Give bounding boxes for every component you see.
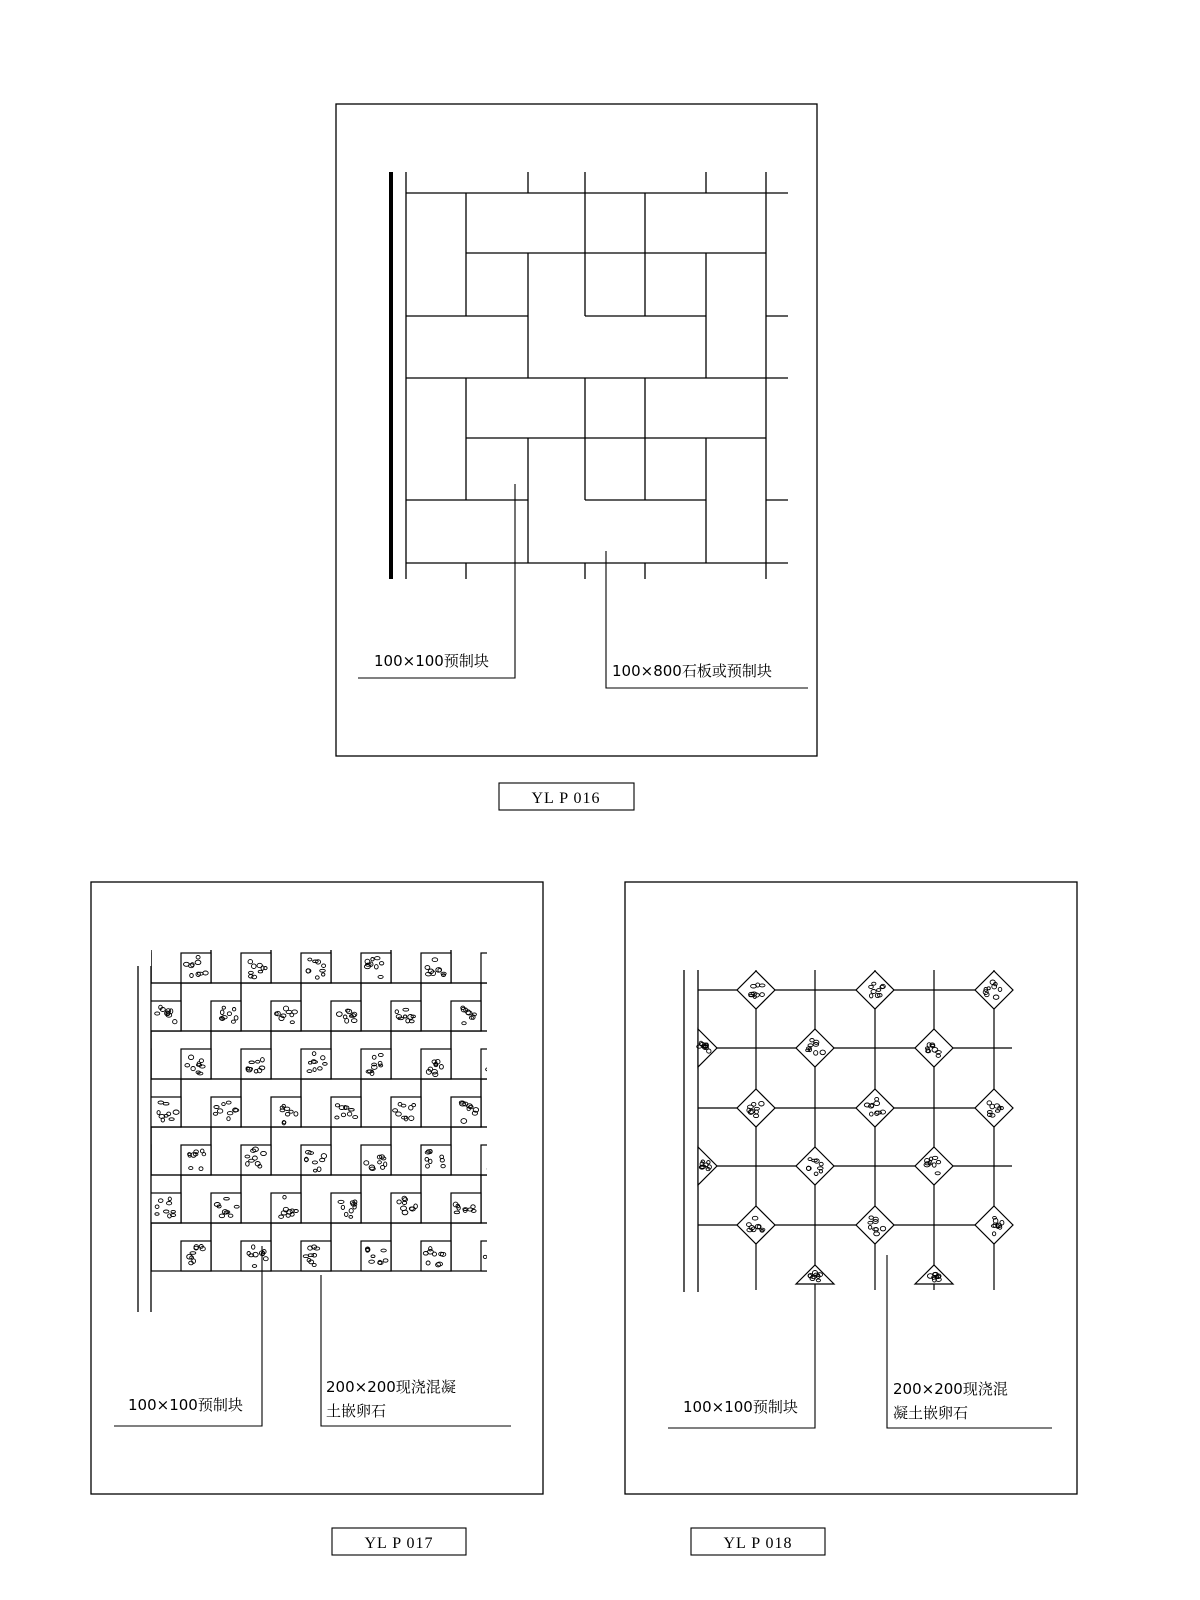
pebble-concrete-square bbox=[511, 1097, 541, 1127]
pebble-mark bbox=[112, 1017, 116, 1021]
pebble-mark bbox=[145, 1160, 149, 1164]
pebble-mark bbox=[104, 1025, 107, 1029]
pebble-mark bbox=[532, 1205, 537, 1209]
pebble-mark bbox=[520, 1202, 524, 1206]
pebble-mark bbox=[64, 1256, 68, 1259]
pebble-mark bbox=[503, 1255, 509, 1259]
pebble-mark bbox=[500, 1054, 505, 1058]
pebble-mark bbox=[126, 1249, 132, 1252]
pebble-concrete-square bbox=[391, 1001, 421, 1031]
pebble-mark bbox=[492, 1067, 495, 1071]
panel-017-code: YL P 017 bbox=[364, 1535, 434, 1552]
pebble-mark bbox=[98, 1210, 103, 1214]
pebble-mark bbox=[138, 1070, 143, 1075]
pebble-concrete-square bbox=[121, 1241, 151, 1271]
pebble-mark bbox=[79, 1248, 84, 1251]
grid-lines bbox=[698, 970, 1012, 1290]
pebble-mark bbox=[105, 1014, 109, 1018]
pebble-diamond bbox=[737, 1089, 775, 1127]
pebble-mark bbox=[135, 1247, 140, 1250]
pebble-mark bbox=[497, 1072, 501, 1076]
pebble-mark bbox=[72, 1153, 75, 1158]
pebble-mark bbox=[100, 1119, 105, 1123]
pebble-concrete-square bbox=[91, 1001, 121, 1031]
pebble-mark bbox=[488, 969, 491, 973]
pebble-mark bbox=[517, 1214, 522, 1217]
panel-016-paving bbox=[406, 172, 788, 579]
pebble-mark bbox=[489, 957, 493, 960]
pebble-mark bbox=[95, 1109, 101, 1112]
pebble-mark bbox=[520, 1008, 523, 1012]
pebble-mark bbox=[127, 971, 132, 975]
pebble-mark bbox=[530, 1203, 536, 1206]
pebble-mark bbox=[75, 1261, 80, 1264]
pebble-mark bbox=[500, 1160, 505, 1163]
pebble-concrete-square bbox=[91, 1193, 121, 1223]
pebble-mark bbox=[71, 1148, 76, 1152]
pebble-mark bbox=[68, 962, 72, 966]
pebble-mark bbox=[144, 1251, 149, 1255]
precast-block bbox=[541, 983, 601, 1031]
panel-018-code: YL P 018 bbox=[723, 1535, 793, 1552]
pebble-mark bbox=[78, 972, 84, 975]
pebble-mark bbox=[527, 1016, 530, 1020]
panel-018-label-concrete-line2: 凝土嵌卵石 bbox=[893, 1404, 969, 1422]
pebble-mark bbox=[498, 1252, 504, 1256]
pebble-mark bbox=[128, 1064, 133, 1067]
precast-block bbox=[511, 1127, 571, 1175]
pebble-mark bbox=[531, 1118, 537, 1121]
precast-block bbox=[541, 1079, 601, 1127]
pebble-mark bbox=[79, 1152, 83, 1155]
pebble-concrete-square bbox=[451, 1001, 481, 1031]
pebble-mark bbox=[70, 1064, 75, 1067]
panel-017-code-box bbox=[332, 1528, 466, 1555]
pebble-mark bbox=[131, 1264, 136, 1267]
pebble-mark bbox=[101, 1212, 105, 1216]
pebble-mark bbox=[74, 968, 80, 973]
pebble-concrete-square bbox=[61, 953, 91, 983]
pebble-mark bbox=[531, 1018, 535, 1022]
pebble-mark bbox=[526, 1014, 531, 1019]
pebble-mark bbox=[84, 1058, 88, 1061]
pebble-mark bbox=[494, 972, 500, 975]
pebble-concrete-square bbox=[91, 1097, 121, 1127]
pebble-mark bbox=[74, 1153, 79, 1156]
pebble-mark bbox=[128, 970, 134, 974]
pebble-mark bbox=[72, 962, 77, 966]
pebble-mark bbox=[109, 1015, 112, 1019]
pebble-concrete-square bbox=[241, 1049, 271, 1079]
pebble-concrete-square bbox=[511, 1001, 541, 1031]
pebble-mark bbox=[105, 1006, 109, 1009]
pebble-concrete-square bbox=[241, 1241, 271, 1271]
pebble-mark bbox=[495, 977, 501, 981]
pebble-mark bbox=[96, 1114, 100, 1118]
pebble-mark bbox=[77, 1157, 83, 1160]
pebble-mark bbox=[491, 1053, 496, 1056]
pebble-mark bbox=[127, 1257, 130, 1261]
pebble-mark bbox=[102, 1197, 107, 1200]
pebble-diamond bbox=[856, 1089, 894, 1127]
pebble-mark bbox=[75, 1052, 79, 1056]
pebble-mark bbox=[79, 976, 83, 979]
precast-block bbox=[91, 1127, 151, 1175]
precast-block bbox=[481, 983, 541, 1031]
precast-block bbox=[481, 1079, 541, 1127]
pebble-mark bbox=[520, 1210, 525, 1213]
pebble-mark bbox=[522, 1012, 525, 1015]
pebble-mark bbox=[522, 1102, 527, 1107]
pebble-mark bbox=[142, 1159, 146, 1163]
pebble-concrete-square bbox=[481, 1049, 511, 1079]
pebble-mark bbox=[70, 1168, 76, 1171]
panel-016 bbox=[336, 104, 817, 756]
pebble-mark bbox=[126, 1153, 131, 1156]
pebble-concrete-square bbox=[61, 1049, 91, 1079]
pebble-mark bbox=[140, 960, 145, 965]
pebble-mark bbox=[104, 1208, 108, 1211]
pebble-concrete-square bbox=[121, 1145, 151, 1175]
pebble-mark bbox=[492, 1263, 497, 1266]
pebble-mark bbox=[74, 1053, 78, 1057]
pebble-mark bbox=[129, 1064, 135, 1069]
pebble-mark bbox=[67, 968, 70, 973]
pebble-mark bbox=[70, 1053, 74, 1056]
pebble-mark bbox=[131, 1256, 134, 1261]
pebble-mark bbox=[500, 1256, 504, 1260]
pebble-mark bbox=[519, 1213, 524, 1217]
pebble-mark bbox=[106, 1009, 111, 1014]
pebble-mark bbox=[66, 1069, 71, 1072]
pebble-mark bbox=[503, 970, 508, 975]
pebble-concrete-square bbox=[361, 1145, 391, 1175]
pebble-diamond bbox=[796, 1029, 834, 1067]
pebble-concrete-square bbox=[61, 1241, 91, 1271]
pebble-mark bbox=[103, 1016, 109, 1019]
pebble-mark bbox=[109, 1014, 115, 1019]
panel-017-label-concrete-line2: 土嵌卵石 bbox=[326, 1402, 387, 1420]
pebble-mark bbox=[126, 965, 132, 969]
pebble-mark bbox=[126, 1061, 129, 1065]
pebble-mark bbox=[67, 1259, 71, 1263]
pebble-mark bbox=[95, 1201, 99, 1205]
precast-block bbox=[91, 1031, 151, 1079]
pebble-mark bbox=[72, 964, 77, 967]
pebble-concrete-square bbox=[61, 1145, 91, 1175]
pebble-mark bbox=[125, 969, 129, 973]
pebble-mark bbox=[517, 1119, 523, 1122]
pebble-mark bbox=[71, 1165, 76, 1168]
panel-016-code-box bbox=[499, 783, 634, 810]
pebble-mark bbox=[130, 1151, 135, 1154]
pebble-concrete-square bbox=[481, 1145, 511, 1175]
pebble-mark bbox=[497, 1161, 501, 1165]
pebble-mark bbox=[98, 1203, 104, 1207]
pebble-mark bbox=[524, 1015, 528, 1018]
pebble-concrete-square bbox=[481, 953, 511, 983]
panel-016-label-block: 100×100预制块 bbox=[374, 652, 489, 670]
precast-block bbox=[481, 1175, 541, 1223]
pebble-mark bbox=[75, 1253, 80, 1257]
pebble-mark bbox=[498, 1158, 502, 1161]
pebble-half-diamond bbox=[915, 1265, 953, 1284]
pebble-concrete-square bbox=[361, 1241, 391, 1271]
pebble-mark bbox=[525, 1103, 530, 1107]
pebble-mark bbox=[134, 968, 139, 971]
pebble-concrete-square bbox=[301, 1145, 331, 1175]
pebble-mark bbox=[494, 1150, 498, 1154]
pebble-mark bbox=[82, 1159, 88, 1164]
pebble-mark bbox=[529, 1212, 533, 1216]
pebble-mark bbox=[67, 1058, 72, 1062]
panel-017 bbox=[61, 882, 601, 1494]
pebble-mark bbox=[515, 1115, 521, 1119]
pebble-mark bbox=[488, 964, 493, 967]
pebble-mark bbox=[125, 1068, 129, 1072]
pebble-mark bbox=[497, 1052, 502, 1056]
pebble-mark bbox=[517, 1113, 521, 1117]
pebble-mark bbox=[96, 1113, 100, 1116]
panel-018-label-concrete-line1: 200×200现浇混 bbox=[893, 1380, 1008, 1398]
pebble-mark bbox=[498, 1159, 502, 1163]
pebble-concrete-square bbox=[481, 1241, 511, 1271]
pebble-mark bbox=[494, 1258, 500, 1263]
precast-block bbox=[511, 1031, 571, 1079]
panel-018 bbox=[625, 882, 1077, 1494]
pebble-mark bbox=[514, 1017, 519, 1021]
precast-block bbox=[91, 935, 151, 983]
pebble-mark bbox=[494, 959, 499, 963]
precast-block bbox=[511, 935, 571, 983]
pebble-mark bbox=[132, 1062, 136, 1066]
pebble-mark bbox=[142, 1164, 147, 1167]
pebble-mark bbox=[487, 1167, 492, 1171]
pebble-concrete-square bbox=[121, 1049, 151, 1079]
pebble-mark bbox=[98, 1201, 103, 1205]
pebble-mark bbox=[526, 1120, 530, 1123]
pebble-mark bbox=[495, 971, 499, 976]
pebble-mark bbox=[502, 1156, 506, 1159]
pebble-mark bbox=[516, 1206, 521, 1210]
pebble-diamond bbox=[915, 1029, 953, 1067]
pebble-concrete-square bbox=[511, 1193, 541, 1223]
pebble-mark bbox=[516, 1106, 520, 1109]
precast-block bbox=[511, 1223, 571, 1271]
pebble-diamond bbox=[975, 1206, 1013, 1244]
pebble-mark bbox=[488, 1063, 493, 1067]
pebble-mark bbox=[73, 1150, 76, 1154]
panel-017-label-concrete-line1: 200×200现浇混凝 bbox=[326, 1378, 456, 1396]
panel-017-label-block: 100×100预制块 bbox=[128, 1396, 243, 1414]
pebble-mark bbox=[490, 1247, 496, 1250]
panel-018-label-block: 100×100预制块 bbox=[683, 1398, 798, 1416]
pebble-mark bbox=[131, 962, 135, 966]
pebble-mark bbox=[529, 1008, 533, 1011]
pebble-mark bbox=[496, 1252, 501, 1255]
pebble-mark bbox=[81, 1070, 87, 1074]
pebble-mark bbox=[113, 1211, 119, 1215]
pebble-diamond bbox=[796, 1147, 834, 1185]
pebble-diamond bbox=[737, 971, 775, 1009]
precast-block bbox=[91, 1223, 151, 1271]
pebble-mark bbox=[101, 1117, 106, 1121]
pebble-concrete-square bbox=[331, 1097, 361, 1127]
pebble-mark bbox=[79, 1252, 85, 1255]
pebble-mark bbox=[66, 970, 71, 973]
panel-016-label-slab: 100×800石板或预制块 bbox=[612, 662, 772, 680]
precast-block bbox=[541, 1175, 601, 1223]
pebble-mark bbox=[495, 1247, 499, 1251]
panel-018-paving bbox=[697, 970, 1013, 1290]
pebble-mark bbox=[522, 1023, 528, 1027]
pebble-mark bbox=[132, 1165, 136, 1169]
pebble-mark bbox=[142, 1256, 147, 1260]
pebble-diamond bbox=[856, 1206, 894, 1244]
pebble-mark bbox=[66, 967, 70, 970]
pebble-mark bbox=[104, 1112, 109, 1116]
pebble-mark bbox=[111, 1102, 115, 1105]
pebble-mark bbox=[504, 1067, 509, 1070]
pebble-mark bbox=[76, 1260, 79, 1264]
pebble-mark bbox=[114, 1011, 118, 1016]
panel-016-code: YL P 016 bbox=[531, 790, 601, 807]
pebble-half-diamond bbox=[796, 1265, 834, 1284]
pebble-diamond bbox=[975, 971, 1013, 1009]
pebble-mark bbox=[79, 1261, 83, 1265]
pebble-mark bbox=[499, 1056, 504, 1059]
pebble-mark bbox=[82, 1252, 87, 1256]
pebble-concrete-square bbox=[121, 953, 151, 983]
pebble-mark bbox=[107, 1104, 112, 1107]
pebble-concrete-square bbox=[151, 1097, 181, 1127]
pebble-mark bbox=[105, 1110, 110, 1115]
pebble-mark bbox=[108, 1209, 113, 1213]
pebble-mark bbox=[494, 962, 499, 966]
pebble-diamond bbox=[915, 1147, 953, 1185]
pebble-mark bbox=[488, 1165, 492, 1168]
pebble-mark bbox=[79, 1054, 84, 1057]
pebble-mark bbox=[502, 1154, 505, 1157]
pebble-mark bbox=[514, 1111, 518, 1114]
panel-017-paving bbox=[61, 935, 601, 1271]
panel-018-code-box bbox=[691, 1528, 825, 1555]
pebble-concrete-square bbox=[181, 1241, 211, 1271]
pebble-mark bbox=[141, 1252, 147, 1256]
pebble-mark bbox=[520, 1202, 524, 1205]
